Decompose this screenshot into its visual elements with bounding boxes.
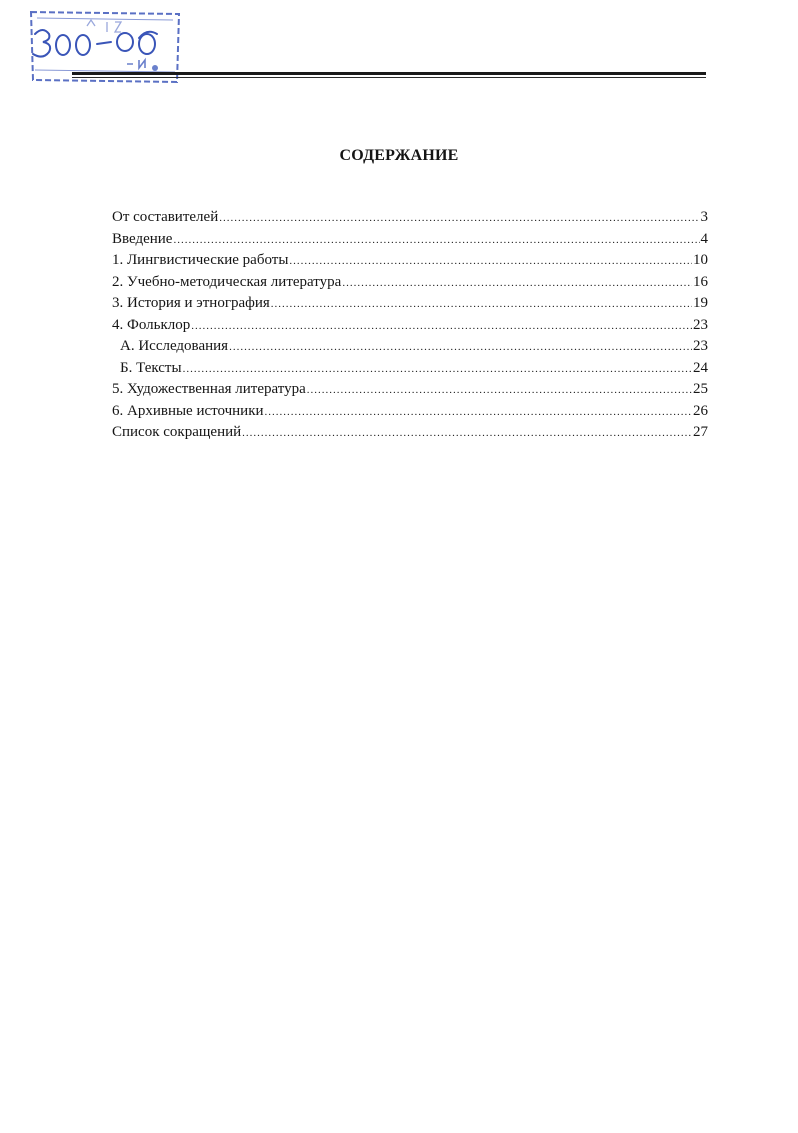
toc-dot-leader [265,402,692,423]
toc-entry-page-number: 10 [693,252,708,268]
toc-dot-leader [342,273,692,294]
toc-entry-label: Б. Тексты [120,359,182,376]
toc-entry-label: 3. История и этнография [112,295,270,311]
toc-entry-page-number: 26 [693,402,708,419]
toc-entry-label: Введение [112,230,173,247]
toc-entry[interactable] [112,250,708,272]
toc-entry[interactable] [112,401,708,423]
toc-dot-leader [289,251,692,272]
page-title: СОДЕРЖАНИЕ [339,147,459,164]
toc-dot-leader [191,316,692,337]
toc-entry-label: А. Исследования [120,338,229,354]
toc-entry[interactable] [112,272,708,294]
toc-dot-leader [271,294,692,315]
toc-entry-page-number: 24 [693,359,708,376]
toc-entry-label: 5. Художественная литература [112,381,306,397]
toc-dot-leader [173,230,699,251]
toc-entry[interactable] [112,207,708,229]
toc-entry-label: Список сокращений [112,424,242,440]
toc-dot-leader [307,380,692,401]
toc-entry[interactable] [112,336,708,358]
toc-entry-page-number: 23 [693,316,708,333]
toc-entry-page-number: 27 [693,424,708,440]
toc-entry[interactable] [112,315,708,337]
toc-entry-label: 4. Фольклор [112,316,191,333]
table-of-contents [112,207,708,444]
toc-entry-page-number: 23 [693,338,708,354]
toc-entry[interactable] [112,293,708,315]
toc-dot-leader [183,359,692,380]
toc-entry-page-number: 3 [700,209,708,225]
toc-entry-label: 6. Архивные источники [112,402,264,419]
toc-entry-label: От составителей [112,209,219,225]
toc-dot-leader [229,337,692,358]
toc-entry-label: 2. Учебно-методическая литература [112,273,342,290]
toc-entry[interactable] [112,229,708,251]
toc-entry[interactable] [112,379,708,401]
toc-entry[interactable] [112,358,708,380]
toc-entry-page-number: 19 [693,295,708,311]
toc-dot-leader [242,423,692,444]
toc-entry-label: 1. Лингвистические работы [112,252,289,268]
toc-entry-page-number: 25 [693,381,708,397]
toc-entry[interactable] [112,422,708,444]
header-double-rule [72,72,706,78]
toc-entry-page-number: 16 [693,273,708,290]
toc-entry-page-number: 4 [700,230,708,247]
toc-dot-leader [219,208,699,229]
